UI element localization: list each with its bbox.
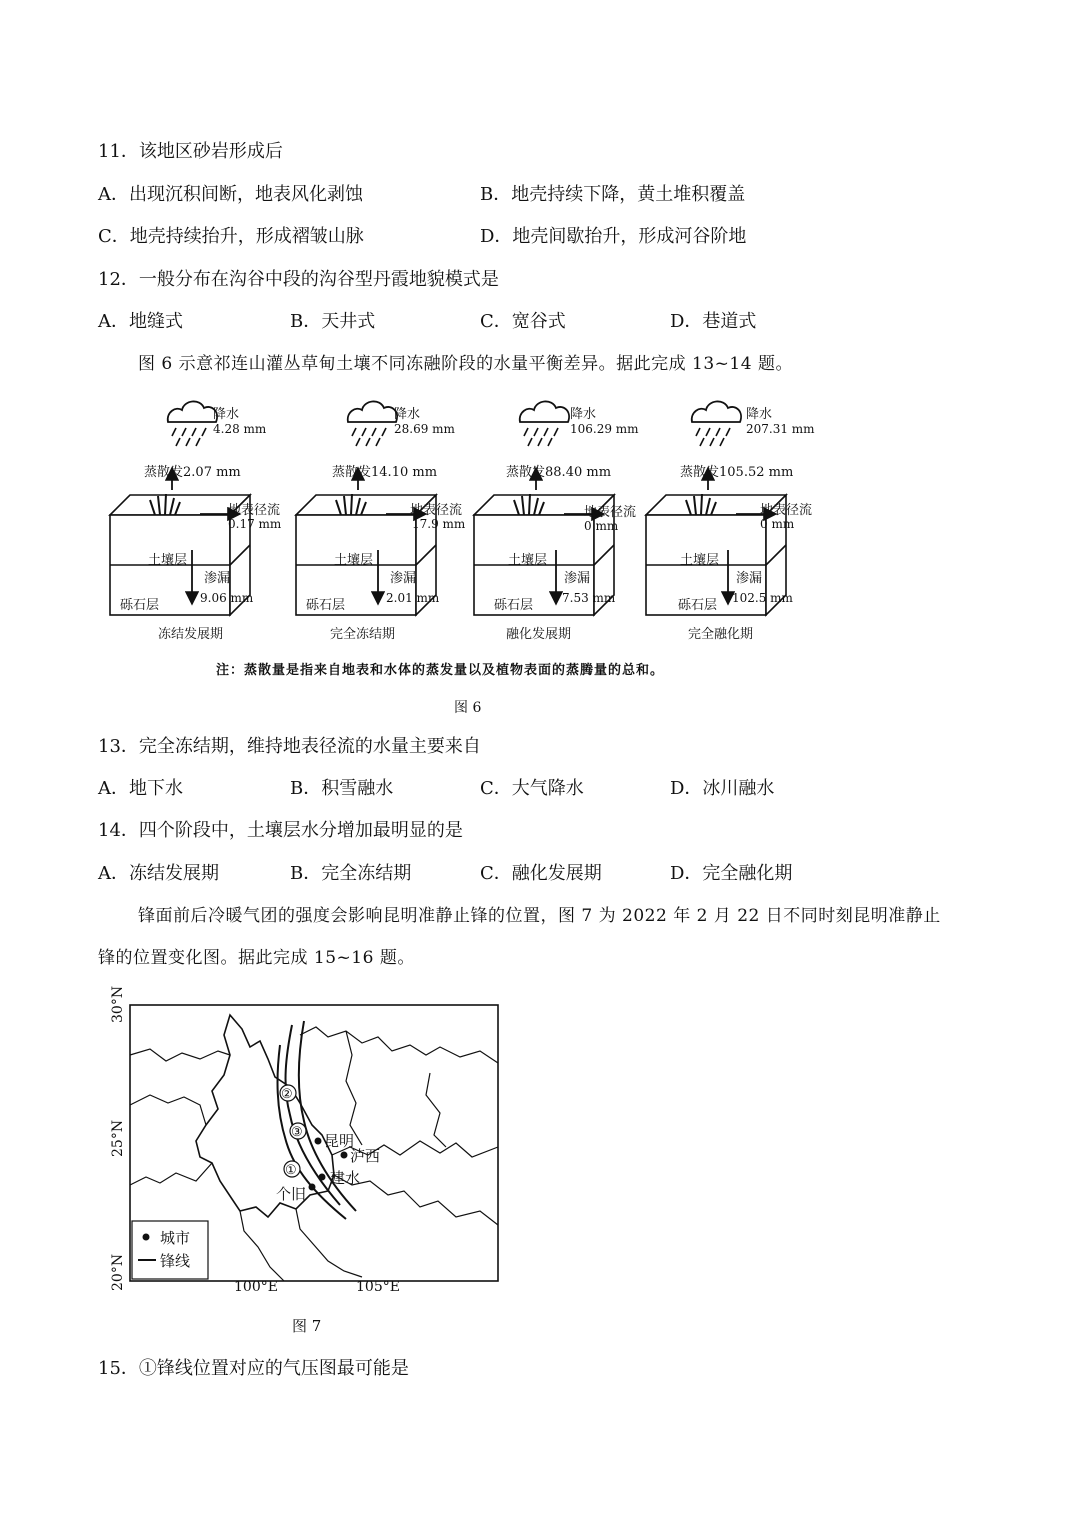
q12-option-a: A．地缝式 bbox=[98, 311, 183, 332]
stage-1-gravel-label: 砾石层 bbox=[120, 598, 160, 613]
stage-3-runoff-value: 0 mm bbox=[584, 519, 619, 533]
city-luxi-label: 泸西 bbox=[350, 1147, 381, 1165]
figure-6-intro: 图 6 示意祁连山灌丛草甸土壤不同冻融阶段的水量平衡差异。据此完成 13~14 题。 bbox=[138, 354, 793, 374]
figure-7-map bbox=[100, 985, 520, 1345]
figure-7-caption: 图 7 bbox=[292, 1317, 322, 1335]
city-gejiu-label: 个旧 bbox=[276, 1185, 307, 1203]
svg-text:蒸散发105.52 mm bbox=[680, 464, 793, 480]
stage-1-runoff-value: 0.17 mm bbox=[228, 517, 282, 531]
figure-6-note: 注：蒸散量是指来自地表和水体的蒸发量以及植物表面的蒸腾量的总和。 bbox=[216, 663, 665, 678]
city-kunming-dot bbox=[315, 1138, 322, 1145]
figure-7-intro-line-2: 锋的位置变化图。据此完成 15~16 题。 bbox=[98, 948, 415, 968]
stage-4-precip-value: 207.31 mm bbox=[746, 422, 815, 436]
stage-1-runoff-label: 地表径流 bbox=[228, 503, 281, 518]
figure-6-caption: 图 6 bbox=[454, 700, 482, 716]
svg-text:蒸散发2.07 mm bbox=[144, 464, 241, 480]
stage-2-evap-value: 14.10 mm bbox=[371, 465, 438, 480]
question-11-stem: 11．该地区砂岩形成后 bbox=[98, 141, 283, 162]
stage-4-evap-value: 105.52 mm bbox=[719, 465, 794, 480]
lat-20-label: 20°N bbox=[110, 1253, 126, 1291]
stage-4-name: 完全融化期 bbox=[688, 627, 754, 642]
city-jianshui-dot bbox=[319, 1174, 326, 1181]
stage-1-name: 冻结发展期 bbox=[158, 627, 224, 642]
city-gejiu-dot bbox=[309, 1184, 316, 1191]
stage-4-leak-label: 渗漏 bbox=[736, 571, 763, 586]
stage-1-evap-label: 蒸散发 bbox=[144, 465, 184, 480]
stage-3-leak-value: 7.53 mm bbox=[562, 591, 616, 605]
q11-option-d: D．地壳间歇抬升，形成河谷阶地 bbox=[480, 226, 747, 247]
stage-1-panel bbox=[110, 401, 282, 642]
stage-3-soil-label: 土壤层 bbox=[508, 553, 548, 568]
stage-2-leak-label: 渗漏 bbox=[390, 571, 417, 586]
stage-4-evap-label: 蒸散发 bbox=[680, 465, 720, 480]
stage-1-precip-label: 降水 bbox=[213, 407, 240, 422]
question-13-stem: 13．完全冻结期，维持地表径流的水量主要来自 bbox=[98, 736, 481, 757]
stage-3-leak-label: 渗漏 bbox=[564, 571, 591, 586]
stage-4-panel bbox=[646, 401, 815, 642]
stage-1-leak-label: 渗漏 bbox=[204, 571, 231, 586]
question-12-stem: 12．一般分布在沟谷中段的沟谷型丹霞地貌模式是 bbox=[98, 269, 499, 290]
lat-30-label: 30°N bbox=[110, 985, 126, 1023]
stage-4-soil-label: 土壤层 bbox=[680, 553, 720, 568]
stage-2-precip-label: 降水 bbox=[394, 407, 421, 422]
stage-2-leak-value: 2.01 mm bbox=[386, 591, 440, 605]
stage-4-leak-value: 102.5 mm bbox=[732, 591, 793, 605]
stage-1-precip-value: 4.28 mm bbox=[213, 422, 267, 436]
stage-1-soil-label: 土壤层 bbox=[148, 553, 188, 568]
front-mark-1: ① bbox=[285, 1163, 297, 1178]
q13-option-a: A．地下水 bbox=[98, 778, 183, 799]
stage-3-precip-label: 降水 bbox=[570, 407, 597, 422]
front-mark-2: ② bbox=[281, 1087, 293, 1102]
stage-3-gravel-label: 砾石层 bbox=[494, 598, 534, 613]
lon-105-label: 105°E bbox=[356, 1279, 400, 1295]
stage-2-panel bbox=[296, 401, 466, 642]
stage-4-runoff-value: 0 mm bbox=[760, 517, 795, 531]
stage-4-runoff-label: 地表径流 bbox=[760, 503, 813, 518]
city-kunming-label: 昆明 bbox=[324, 1132, 355, 1150]
legend-front-label: 锋线 bbox=[160, 1252, 191, 1270]
legend-city-label: 城市 bbox=[160, 1229, 191, 1247]
stage-2-gravel-label: 砾石层 bbox=[306, 598, 346, 613]
q12-option-d: D．巷道式 bbox=[670, 311, 757, 332]
question-14-stem: 14．四个阶段中，土壤层水分增加最明显的是 bbox=[98, 820, 463, 841]
question-15-stem: 15．①锋线位置对应的气压图最可能是 bbox=[98, 1358, 409, 1379]
stage-2-name: 完全冻结期 bbox=[330, 627, 396, 642]
stage-2-runoff-value: 17.9 mm bbox=[412, 517, 466, 531]
q13-option-b: B．积雪融水 bbox=[290, 778, 394, 799]
q13-option-d: D．冰川融水 bbox=[670, 778, 775, 799]
q14-option-a: A．冻结发展期 bbox=[98, 863, 219, 884]
front-mark-3: ③ bbox=[291, 1125, 303, 1140]
stage-2-soil-label: 土壤层 bbox=[334, 553, 374, 568]
lat-25-label: 25°N bbox=[110, 1119, 126, 1157]
stage-3-name: 融化发展期 bbox=[506, 627, 572, 642]
q12-option-c: C．宽谷式 bbox=[480, 311, 566, 332]
q14-option-d: D．完全融化期 bbox=[670, 863, 793, 884]
q14-option-c: C．融化发展期 bbox=[480, 863, 602, 884]
stage-1-evap-value: 2.07 mm bbox=[183, 465, 241, 480]
stage-3-evap-label: 蒸散发 bbox=[506, 465, 546, 480]
q11-option-b: B．地壳持续下降，黄土堆积覆盖 bbox=[480, 184, 746, 205]
stage-3-evap-value: 88.40 mm bbox=[545, 465, 612, 480]
svg-text:蒸散发14.10 mm bbox=[332, 464, 437, 480]
lon-100-label: 100°E bbox=[234, 1279, 278, 1295]
q11-option-c: C．地壳持续抬升，形成褶皱山脉 bbox=[98, 226, 364, 247]
city-luxi-dot bbox=[341, 1152, 348, 1159]
city-jianshui-label: 建水 bbox=[330, 1169, 361, 1187]
stage-1-leak-value: 9.06 mm bbox=[200, 591, 254, 605]
stage-3-precip-value: 106.29 mm bbox=[570, 422, 639, 436]
stage-2-evap-label: 蒸散发 bbox=[332, 465, 372, 480]
q11-option-a: A．出现沉积间断，地表风化剥蚀 bbox=[98, 184, 363, 205]
q13-option-c: C．大气降水 bbox=[480, 778, 584, 799]
figure-7-intro-line-1: 锋面前后冷暖气团的强度会影响昆明准静止锋的位置，图 7 为 2022 年 2 月 22 日不同时刻昆明准静止 bbox=[138, 906, 941, 926]
stage-4-gravel-label: 砾石层 bbox=[678, 598, 718, 613]
stage-3-panel bbox=[474, 401, 639, 642]
stage-4-precip-label: 降水 bbox=[746, 407, 773, 422]
figure-6-diagram bbox=[100, 390, 860, 720]
stage-3-runoff-label: 地表径流 bbox=[584, 505, 637, 520]
stage-2-precip-value: 28.69 mm bbox=[394, 422, 455, 436]
q14-option-b: B．完全冻结期 bbox=[290, 863, 412, 884]
svg-text:蒸散发88.40 mm bbox=[506, 464, 611, 480]
stage-2-runoff-label: 地表径流 bbox=[410, 503, 463, 518]
q12-option-b: B．天井式 bbox=[290, 311, 376, 332]
